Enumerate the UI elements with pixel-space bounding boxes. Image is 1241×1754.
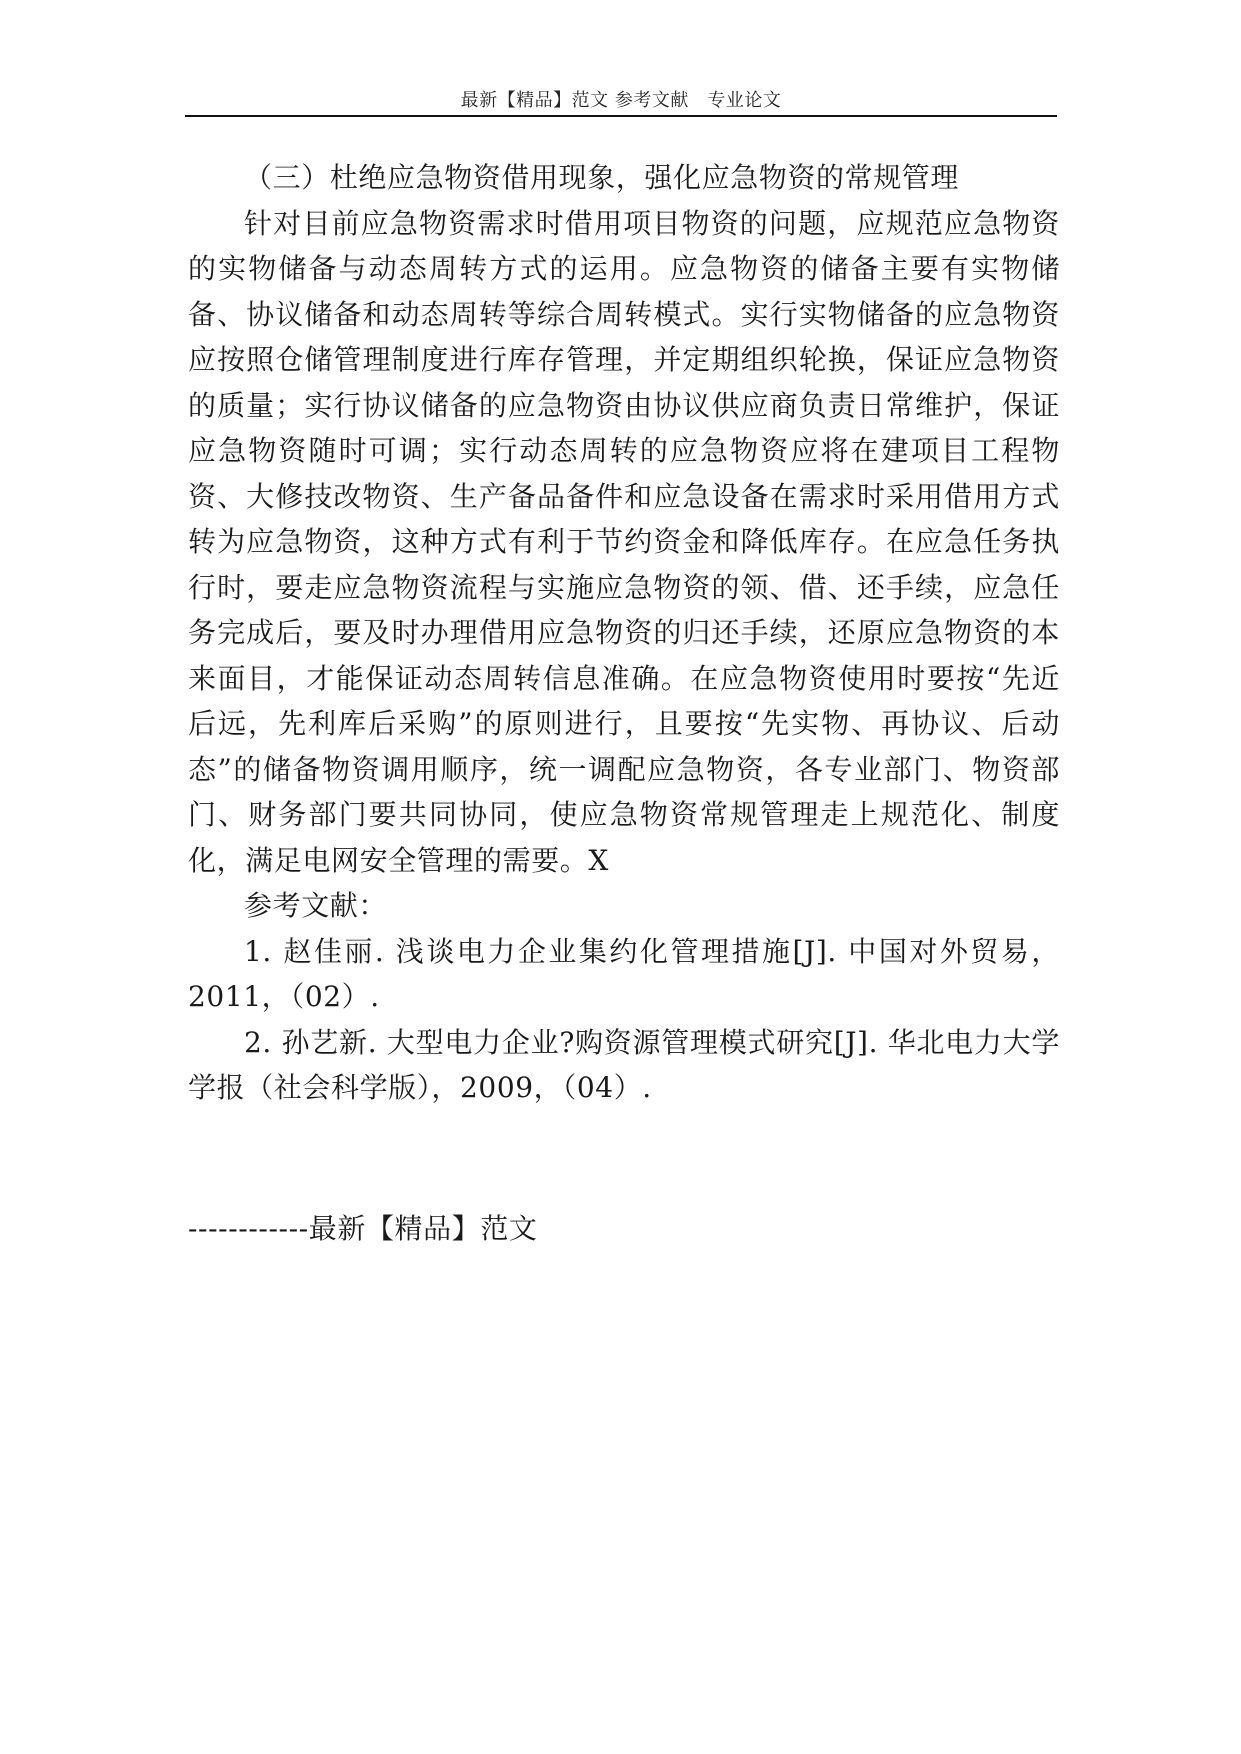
reference-item-2: 2. 孙艺新. 大型电力企业?购资源管理模式研究[J]. 华北电力大学学报（社会科学版），2009，（04）.: [188, 1025, 1060, 1104]
header-divider: [185, 115, 1057, 117]
reference-item-1: 1. 赵佳丽. 浅谈电力企业集约化管理措施[J]. 中国对外贸易，2011，（02）.: [188, 934, 1060, 1013]
body-paragraph: 针对目前应急物资需求时借用项目物资的问题，应规范应急物资的实物储备与动态周转方式的运用。应急物资的储备主要有实物储备、协议储备和动态周转等综合周转模式。实行实物储备的应急物资应按照仓储管理制度进行库存管理，并定期组织轮换，保证应急物资的质量；实行协议储备的应急物资由协议供应商负责日常维护，保证应急物资随时可调；实行动态周转的应急物资应将在建项目工程物资、大修技改物资、生产备品备件和应急设备在需求时采用借用方式转为应急物资，这种方式有利于节约资金和降低库存。在应急任务执行时，要走应急物资流程与实施应急物资的领、借、还手续，应急任务完成后，要及时办理借用应急物资的归还手续，还原应急物资的本来面目，才能保证动态周转信息准确。在应急物资使用时要按“先近后远，先利库后采购”的原则进行，且要按“先实物、再协议、后动态”的储备物资调用顺序，统一调配应急物资，各专业部门、物资部门、财务部门要共同协同，使应急物资常规管理走上规范化、制度化，满足电网安全管理的需要。X: [188, 206, 1060, 877]
document-body: [188, 155, 1060, 1111]
section-heading: （三）杜绝应急物资借用现象，强化应急物资的常规管理: [244, 161, 960, 194]
page-header: 最新【精品】范文 参考文献 专业论文: [460, 90, 782, 111]
page-footer: ------------最新【精品】范文: [188, 1212, 538, 1245]
references-heading: 参考文献：: [244, 889, 388, 922]
